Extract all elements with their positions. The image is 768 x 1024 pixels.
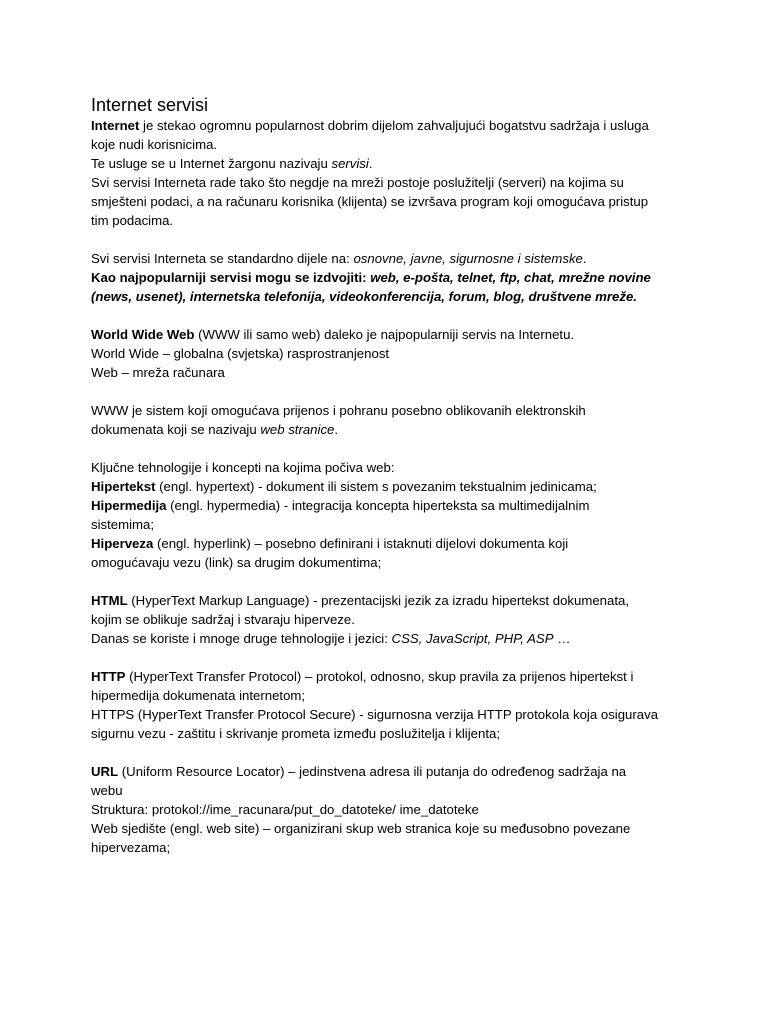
text-line: sigurnu vezu - zaštitu i skrivanje prometa između poslužitelja i klijenta; (91, 726, 500, 741)
text-line (91, 116, 691, 135)
text: (WWW ili samo web) daleko je najpopularniji servis na Internetu. (194, 327, 575, 342)
term-url: URL (91, 764, 119, 779)
paragraph-intro (91, 116, 691, 230)
term-hipertekst: Hipertekst (91, 479, 156, 494)
service-categories: osnovne, javne, sigurnosne i sistemske (353, 251, 583, 266)
paragraph-http (91, 667, 691, 743)
text: (HyperText Markup Language) - prezentacijski jezik za izradu hipertekst dokumenata, (127, 593, 629, 608)
popular-services: web, e-pošta, telnet, ftp, chat, mrežne novine (370, 270, 651, 285)
text-line: kojim se oblikuje sadržaj i stvaraju hiperveze. (91, 612, 355, 627)
text-line (91, 667, 691, 686)
text: (Uniform Resource Locator) – jedinstvena adresa ili putanja do određenog sadržaja na (118, 764, 627, 779)
text-line (91, 287, 691, 306)
paragraph-url (91, 762, 691, 857)
paragraph-html (91, 591, 691, 648)
text-line (91, 591, 691, 610)
term-web-stranice: web stranice (260, 422, 335, 437)
text-line: Web – mreža računara (91, 365, 225, 380)
term-internet: Internet (91, 118, 140, 133)
text: dokumenata koji se nazivaju (91, 422, 261, 437)
text: Danas se koriste i mnoge druge tehnologije i jezici: (91, 631, 392, 646)
paragraph-technologies (91, 458, 691, 572)
text-line (91, 420, 691, 439)
text: Svi servisi Interneta se standardno dijele na: (91, 251, 354, 266)
text-line: HTTPS (HyperText Transfer Protocol Secure) - sigurnosna verzija HTTP protokola koja osigurava (91, 707, 659, 722)
text-line (91, 534, 691, 553)
document-page (91, 94, 691, 857)
paragraph-service-types (91, 249, 691, 306)
text: . (334, 422, 339, 437)
text-line: WWW je sistem koji omogućava prijenos i pohranu posebno oblikovanih elektronskih (91, 403, 586, 418)
text-line (91, 629, 691, 648)
paragraph-www (91, 325, 691, 382)
text: . (368, 156, 373, 171)
term-html: HTML (91, 593, 128, 608)
text-line (91, 268, 691, 287)
text-line (91, 762, 691, 781)
text-line: smješteni podaci, a na računaru korisnika (klijenta) se izvršava program koji omogućava pristup (91, 194, 649, 209)
text: (HyperText Transfer Protocol) – protokol, odnosno, skup pravila za prijenos hipertekst i (125, 669, 634, 684)
text-line (91, 154, 691, 173)
term-hipermedija: Hipermedija (91, 498, 167, 513)
paragraph-www-system (91, 401, 691, 439)
text: . (582, 251, 587, 266)
term-hiperveza: Hiperveza (91, 536, 154, 551)
text-line: Ključne tehnologije i koncepti na kojima počiva web: (91, 460, 395, 475)
text-line: World Wide – globalna (svjetska) rasprostranjenost (91, 346, 390, 361)
text-line: Svi servisi Interneta rade tako što negdje na mreži postoje poslužitelji (serveri) na kojima su (91, 175, 624, 190)
text-line: Struktura: protokol://ime_racunara/put_do_datoteke/ ime_datoteke (91, 802, 479, 817)
text-line: hipermedija dokumenata internetom; (91, 688, 306, 703)
page-title: Internet servisi (91, 95, 209, 115)
technology-list: CSS, JavaScript, PHP, ASP (391, 631, 554, 646)
term-www: World Wide Web (91, 327, 195, 342)
text-line: omogućavaju vezu (link) sa drugim dokumentima; (91, 555, 382, 570)
text-line (91, 477, 691, 496)
bold-text: Kao najpopularniji servisi mogu se izdvojiti: (91, 270, 371, 285)
text-line: tim podacima. (91, 213, 174, 228)
text: Te usluge se u Internet žargonu nazivaju (91, 156, 332, 171)
text-line (91, 325, 691, 344)
text-line: hipervezama; (91, 840, 171, 855)
text-line: koje nudi korisnicima. (91, 137, 218, 152)
text-line (91, 249, 691, 268)
text-line (91, 496, 691, 515)
term-servisi: servisi (331, 156, 369, 171)
text: je stekao ogromnu popularnost dobrim dijelom zahvaljujući bogatstvu sadržaja i usluga (139, 118, 649, 133)
popular-services: (news, usenet), internetska telefonija, videokonferencija, forum, blog, društvene mreže. (91, 289, 637, 304)
text: … (553, 631, 571, 646)
text-line: webu (91, 783, 123, 798)
term-http: HTTP (91, 669, 126, 684)
text: (engl. hypermedia) - integracija koncepta hiperteksta sa multimedijalnim (166, 498, 590, 513)
text: (engl. hypertext) - dokument ili sistem s povezanim tekstualnim jedinicama; (155, 479, 597, 494)
text-line: sistemima; (91, 517, 155, 532)
text-line: Web sjedište (engl. web site) – organizirani skup web stranica koje su međusobno povezane (91, 821, 631, 836)
text: (engl. hyperlink) – posebno definirani i istaknuti dijelovi dokumenta koji (153, 536, 569, 551)
